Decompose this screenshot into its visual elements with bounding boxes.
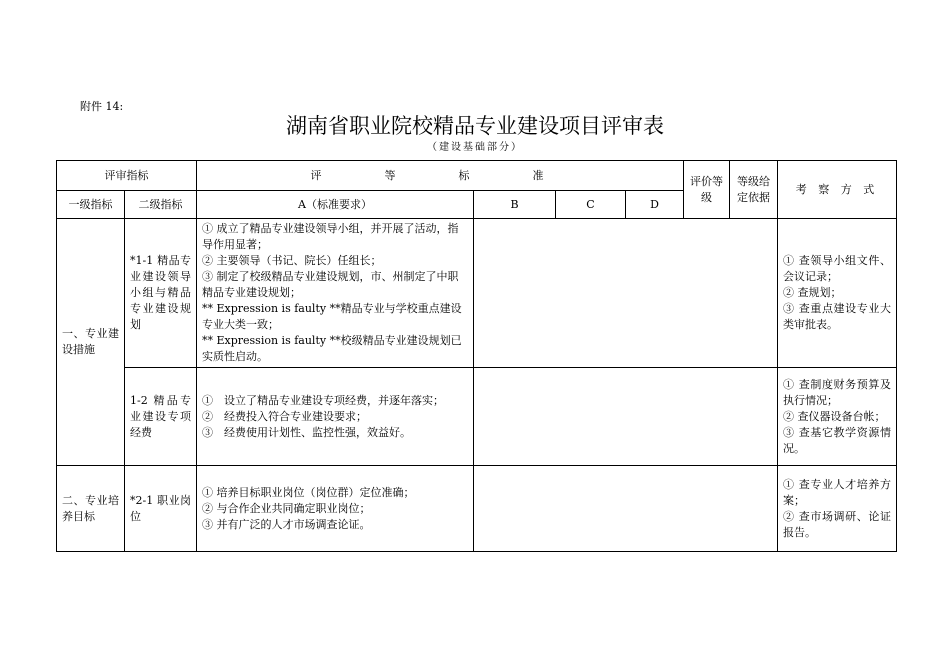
level2-cell: *2-1 职业岗位 [125,466,197,552]
method-cell [778,368,897,466]
attachment-label: 附件 14: [80,100,124,113]
method-item: ② 查市场调研、论证报告。 [783,509,891,539]
standard-item: ③ 并有广泛的人才市场调查论证。 [202,517,371,531]
header-row-1 [57,161,897,191]
standard-a-cell [197,219,474,368]
table-row [57,368,897,466]
blank-rating-cell [474,219,778,368]
standard-item: ① 成立了精品专业建设领导小组，并开展了活动，指导作用显著； [202,222,459,251]
header-col-b: B [474,191,556,219]
header-level2: 二级指标 [125,191,197,219]
level1-cell: 一、专业建设措施 [57,219,125,466]
level2-cell: 1-2 精品专业建设专项经费 [125,368,197,466]
standard-a-cell [197,368,474,466]
header-eval-standard-text: 评 等 标 准 [310,168,570,182]
method-item: ① 查制度财务预算及执行情况； [783,377,891,407]
header-eval-standard [197,161,684,191]
header-inspection-method [778,161,897,219]
method-item: ② 查规划； [783,286,842,299]
method-cell [778,466,897,552]
document-subtitle: （建设基础部分） [427,142,523,153]
standard-item: ② 经费投入符合专业建设要求； [202,409,367,423]
header-col-a: A（标准要求） [197,191,474,219]
header-col-d: D [626,191,684,219]
method-item: ② 查仪器设备台帐； [783,409,886,423]
header-col-c: C [556,191,626,219]
header-eval-index: 评审指标 [57,161,197,191]
header-rating-level: 评价等级 [684,161,730,219]
standard-item: ③ 经费使用计划性、监控性强，效益好。 [202,425,411,439]
standard-item: ② 主要领导（书记、院长）任组长； [202,254,382,267]
table-row [57,466,897,552]
header-level-basis: 等级给定依据 [730,161,778,219]
table-row [57,219,897,368]
standard-item: ** Expression is faulty **精品专业与学校重点建设专业大类一致； [202,302,462,331]
method-item: ① 查领导小组文件、会议记录； [783,254,891,283]
standard-item: ① 设立了精品专业建设专项经费，并逐年落实； [202,393,444,407]
header-level1: 一级指标 [57,191,125,219]
blank-rating-cell [474,368,778,466]
standard-item: ③ 制定了校级精品专业建设规划，市、州制定了中职精品专业建设规划； [202,270,459,299]
document-title: 湖南省职业院校精品专业建设项目评审表 [286,114,664,138]
method-item: ① 查专业人才培养方案； [783,477,891,507]
standard-item: ② 与合作企业共同确定职业岗位； [202,501,371,515]
header-inspection-method-text: 考 察 方 式 [795,182,879,196]
level1-cell: 二、专业培养目标 [57,466,125,552]
evaluation-table [56,160,897,552]
standard-item: ** Expression is faulty **校级精品专业建设规划已实质性启动。 [202,334,462,363]
method-cell [778,219,897,368]
blank-rating-cell [474,466,778,552]
method-item: ③ 查重点建设专业大类审批表。 [783,302,891,331]
standard-item: ① 培养目标职业岗位（岗位群）定位准确； [202,485,415,499]
standard-a-cell [197,466,474,552]
method-item: ③ 查基它教学资源情况。 [783,425,891,455]
level2-cell: *1-1 精品专业建设领导小组与精品专业建设规划 [125,219,197,368]
